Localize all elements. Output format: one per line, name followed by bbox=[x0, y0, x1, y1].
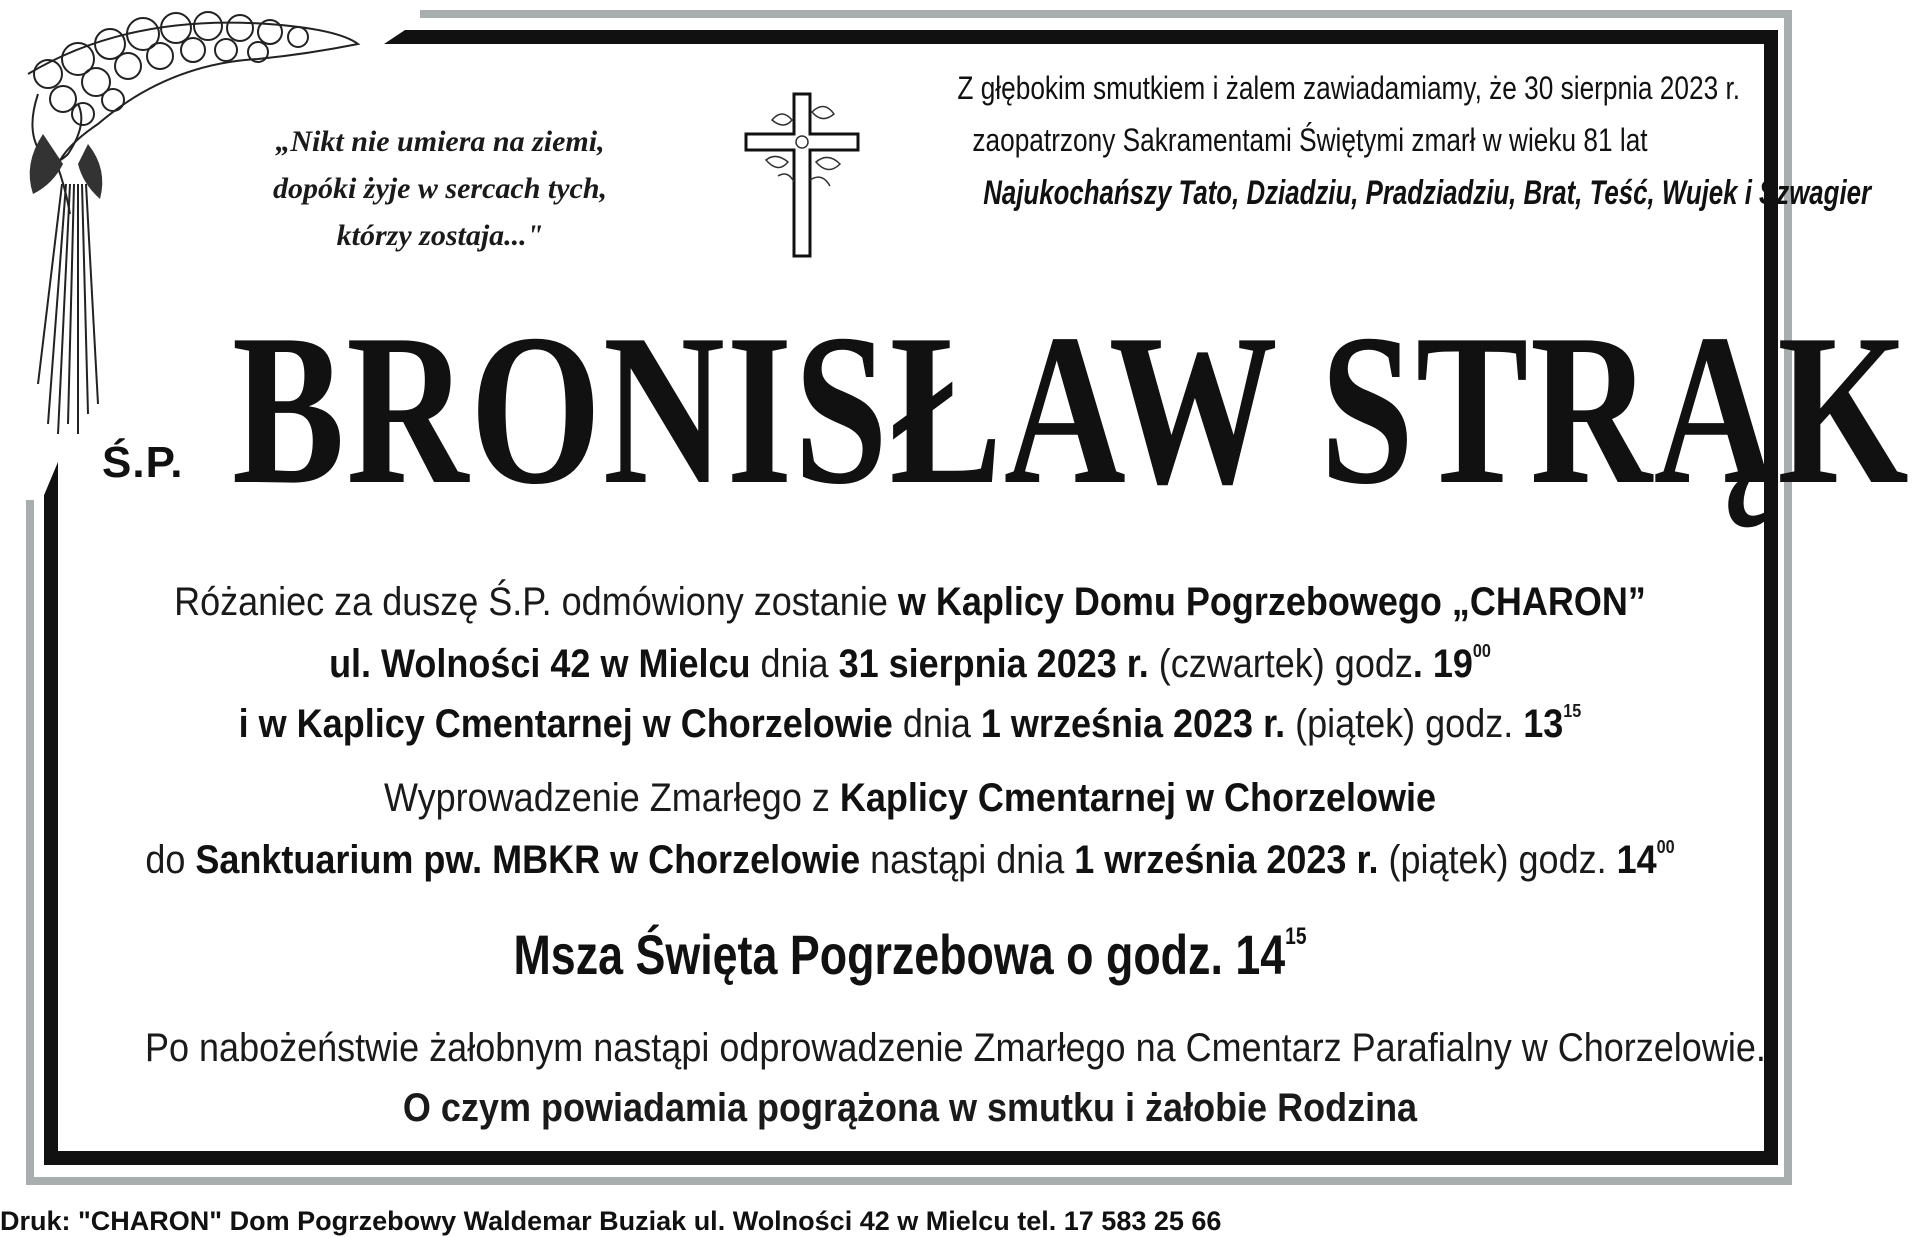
text-span-bold: Kaplicy Cmentarnej w Chorzelowie bbox=[839, 776, 1437, 820]
text-span: Wyprowadzenie Zmarłego z bbox=[383, 776, 840, 820]
quote-line: „Nikt nie umiera na ziemi, bbox=[275, 125, 605, 158]
printer-footer: Druk: "CHARON" Dom Pogrzebowy Waldemar Buziak ul. Wolności 42 w Mielcu tel. 17 583 25 66 bbox=[0, 1206, 1222, 1236]
cross-icon bbox=[742, 90, 862, 260]
text-span-bold: w Kaplicy Domu Pogrzebowego „CHARON” bbox=[897, 580, 1646, 624]
memorial-quote bbox=[270, 118, 610, 259]
after-service-line: Po nabożeństwie żałobnym nastąpi odprowadzenie Zmarłego na Cmentarz Parafialny w Chorzelowie. bbox=[145, 1026, 1766, 1070]
time-hour: 14 bbox=[1616, 838, 1657, 882]
quote-line: dopóki żyje w sercach tych, bbox=[272, 172, 608, 205]
text-span: dnia bbox=[892, 702, 981, 746]
text-span-bold: ul. Wolności 42 w Mielcu bbox=[329, 642, 751, 686]
text-span: dnia bbox=[750, 642, 839, 686]
time-minutes: 00 bbox=[1656, 837, 1675, 857]
text-span-bold: 31 sierpnia 2023 r. bbox=[838, 642, 1149, 686]
time-minutes: 15 bbox=[1563, 701, 1582, 721]
sp-prefix: Ś.P. bbox=[102, 438, 184, 487]
rosary-line-2 bbox=[145, 634, 1675, 694]
text-span-bold: 1 września 2023 r. bbox=[980, 702, 1286, 746]
time-hour: . 19 bbox=[1412, 642, 1473, 686]
procession-line-2 bbox=[145, 830, 1675, 890]
procession-line-1 bbox=[145, 768, 1675, 828]
text-span: nastąpi dnia bbox=[860, 838, 1075, 882]
intro-line: Z głębokim smutkiem i żalem zawiadamiamy, że 30 sierpnia 2023 r. bbox=[957, 70, 1741, 106]
text-span-bold: Sanktuarium pw. MBKR w Chorzelowie bbox=[195, 838, 861, 882]
time-minutes: 00 bbox=[1472, 641, 1491, 661]
time-hour: 13 bbox=[1523, 702, 1564, 746]
announcement-intro bbox=[880, 62, 1872, 220]
rosary-line-3 bbox=[145, 694, 1675, 754]
family-closing-line: O czym powiadamia pogrążona w smutku i żałobie Rodzina bbox=[402, 1086, 1418, 1130]
deceased-name: BRONISŁAW STRĄK bbox=[232, 288, 1911, 530]
family-relations-line: Najukochańszy Tato, Dziadziu, Pradziadziu, Brat, Teść, Wujek i Szwagier bbox=[983, 174, 1872, 212]
text-span: Różaniec za duszę Ś.P. odmówiony zostanie bbox=[174, 580, 898, 624]
rosary-line-1 bbox=[145, 572, 1675, 632]
text-span: (czwartek) godz bbox=[1148, 642, 1413, 686]
text-span: do bbox=[145, 838, 196, 882]
mass-text: Msza Święta Pogrzebowa o godz. 14 bbox=[513, 923, 1286, 986]
text-span: (piątek) godz. bbox=[1378, 838, 1617, 882]
text-span: (piątek) godz. bbox=[1285, 702, 1524, 746]
funeral-mass-line bbox=[230, 922, 1590, 987]
time-minutes: 15 bbox=[1285, 923, 1307, 950]
quote-line: którzy zostaja..." bbox=[336, 219, 544, 252]
text-span-bold: i w Kaplicy Cmentarnej w Chorzelowie bbox=[238, 702, 893, 746]
intro-line: zaopatrzony Sakramentami Świętymi zmarł w wieku 81 lat bbox=[972, 122, 1648, 158]
text-span-bold: 1 września 2023 r. bbox=[1074, 838, 1379, 882]
